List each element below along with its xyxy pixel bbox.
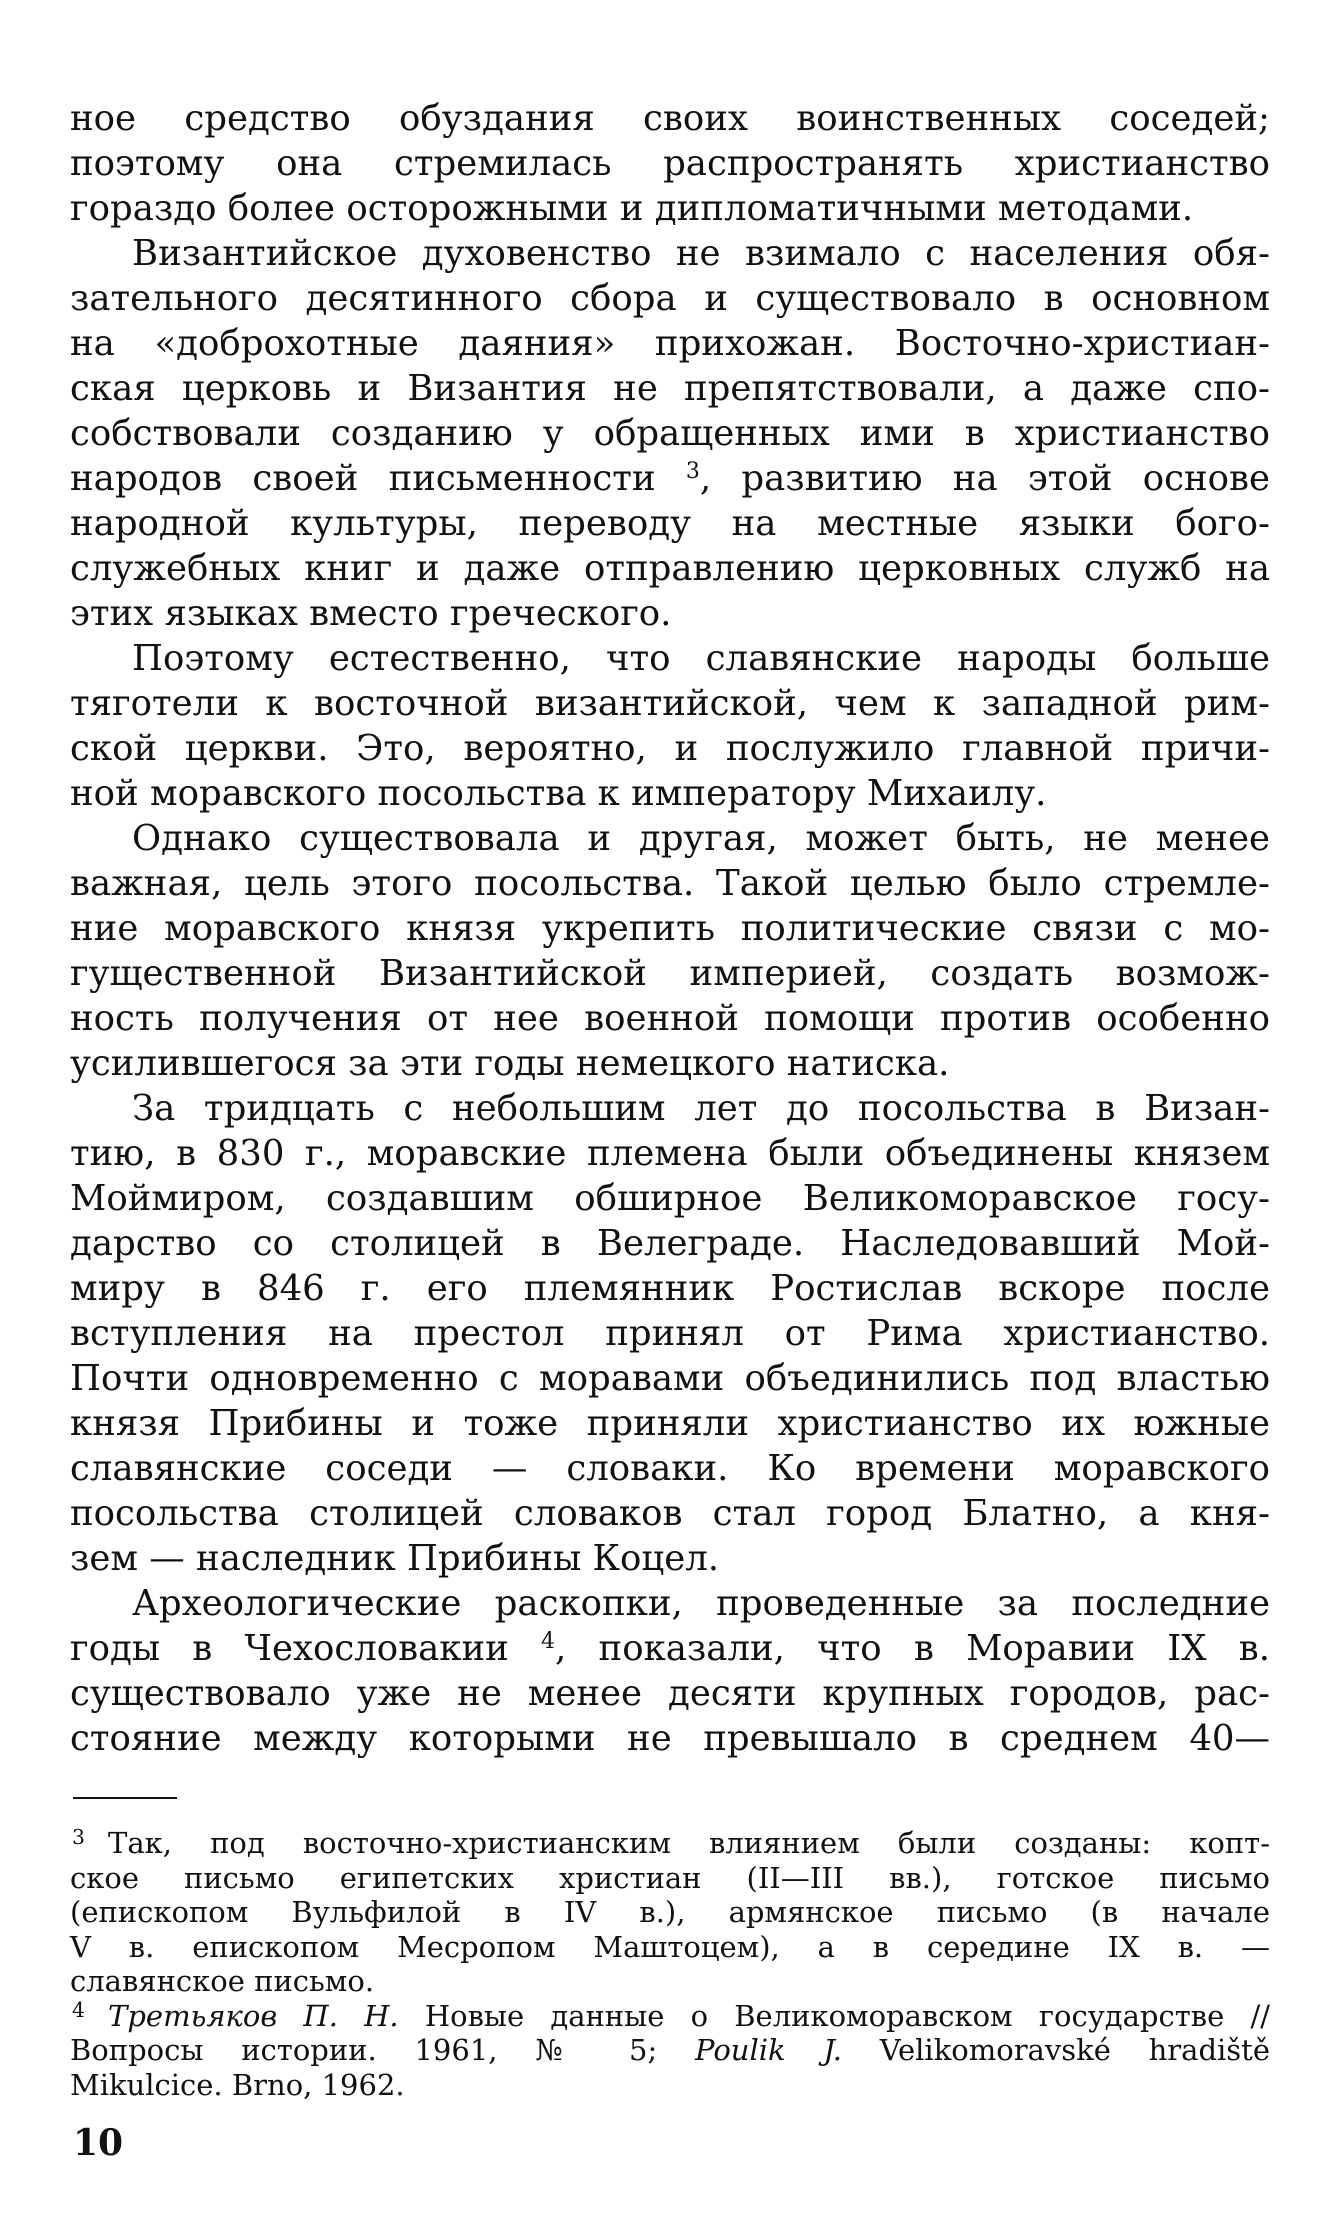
footnote-text: Вопросы истории. 1961, № 5; — [70, 2033, 695, 2067]
text-line: этих языках вместо греческого. — [70, 593, 672, 634]
footnote-line: Mikulcice. Brno, 1962. — [70, 2067, 405, 2102]
text-line: ность получения от нее военной помощи против особенно — [70, 998, 1270, 1039]
footnote-mark: 3 — [72, 1825, 85, 1849]
paragraph-6 — [70, 1581, 1270, 1761]
text-line-with-note — [70, 1626, 1270, 1671]
text-line: зем — наследник Прибины Коцел. — [70, 1538, 720, 1579]
text-segment: , показали, что в Моравии IX в. — [555, 1628, 1270, 1669]
text-line: ской церкви. Это, вероятно, и послужило главной причи- — [70, 728, 1270, 769]
text-line: народной культуры, переводу на местные языки бого- — [70, 503, 1270, 544]
text-segment: , развитию на этой основе — [699, 458, 1270, 499]
footnotes — [70, 1826, 1270, 2102]
text-segment: годы в Чехословакии — [70, 1628, 509, 1669]
paragraph-3 — [70, 636, 1270, 816]
text-line: гущественной Византийской империей, создать возмож- — [70, 953, 1270, 994]
text-line: усилившегося за эти годы немецкого натиска. — [70, 1043, 950, 1084]
text-line: посольства столицей словаков стал город Блатно, а кня- — [70, 1493, 1270, 1534]
footnote-4 — [70, 1999, 1270, 2103]
text-line: ное средство обуздания своих воинственных соседей; — [70, 98, 1270, 139]
text-line: существовало уже не менее десяти крупных городов, рас- — [70, 1673, 1270, 1714]
text-line: зательного десятинного сбора и существовало в основном — [70, 278, 1270, 319]
text-line: поэтому она стремилась распространять христианство — [70, 143, 1270, 184]
text-line: За тридцать с небольшим лет до посольства в Визан- — [132, 1088, 1270, 1129]
text-line: Византийское духовенство не взимало с населения обя- — [132, 233, 1270, 274]
text-line: ская церковь и Византия не препятствовали, а даже спо- — [70, 368, 1270, 409]
text-line: собствовали созданию у обращенных ими в христианство — [70, 413, 1270, 454]
footnote-reference-4[interactable]: 4 — [541, 1628, 556, 1654]
footnote-line: славянское письмо. — [70, 1964, 375, 1998]
text-line-with-note — [70, 456, 1270, 501]
text-line: славянские соседи — словаки. Ко времени моравского — [70, 1448, 1270, 1489]
text-line: Моймиром, создавшим обширное Великоморавское госу- — [70, 1178, 1270, 1219]
text-line: Археологические раскопки, проведенные за последние — [132, 1583, 1270, 1624]
text-line: Почти одновременно с моравами объединились под властью — [70, 1358, 1270, 1399]
text-line: гораздо более осторожными и дипломатичными методами. — [70, 188, 1194, 229]
footnote-author: Poulik J. — [695, 2033, 842, 2067]
footnote-line — [70, 2033, 1270, 2068]
text-line: тяготели к восточной византийской, чем к западной рим- — [70, 683, 1270, 724]
paragraph-4 — [70, 816, 1270, 1086]
paragraph-1 — [70, 96, 1270, 231]
text-line: ние моравского князя укрепить политические связи с мо- — [70, 908, 1270, 949]
footnote-text: Новые данные о Великоморавском государстве // — [398, 1998, 1270, 2033]
text-line: князя Прибины и тоже приняли христианство их южные — [70, 1403, 1270, 1444]
footnote-reference-3[interactable]: 3 — [685, 458, 700, 484]
footnote-line: Так, под восточно-христианским влиянием были созданы: копт- — [108, 1826, 1270, 1860]
text-line: тию, в 830 г., моравские племена были объединены князем — [70, 1133, 1270, 1174]
footnote-line: ское письмо египетских христиан (II—III вв.), готское письмо — [70, 1860, 1270, 1895]
text-line: стояние между которыми не превышало в среднем 40— — [70, 1718, 1270, 1759]
page-number: 10 — [73, 2122, 124, 2164]
text-line: вступления на престол принял от Рима христианство. — [70, 1313, 1270, 1354]
paragraph-2 — [70, 231, 1270, 636]
footnote-mark: 4 — [72, 1997, 85, 2022]
body-text — [70, 96, 1270, 1761]
footnote-line: V в. епископом Месропом Маштоцем), а в середине IX в. — — [70, 1929, 1270, 1964]
text-line: ной моравского посольства к императору Михаилу. — [70, 773, 1047, 814]
footnote-3 — [70, 1826, 1270, 1999]
footnote-divider — [73, 1797, 177, 1799]
text-line: важная, цель этого посольства. Такой целью было стремле- — [70, 863, 1270, 904]
footnote-line — [108, 1999, 1270, 2034]
text-segment: народов своей письменности — [70, 458, 656, 499]
footnote-line: (епископом Вульфилой в IV в.), армянское письмо (в начале — [70, 1895, 1270, 1929]
text-line: миру в 846 г. его племянник Ростислав вскоре после — [70, 1268, 1270, 1309]
paragraph-5 — [70, 1086, 1270, 1581]
text-line: служебных книг и даже отправлению церковных служб на — [70, 548, 1270, 589]
text-line: Поэтому естественно, что славянские народы больше — [132, 638, 1270, 679]
text-line: Однако существовала и другая, может быть, не менее — [132, 818, 1270, 859]
footnote-text: Velikomoravské hradiště — [841, 2033, 1270, 2067]
text-line: на «доброхотные даяния» прихожан. Восточно-христиан- — [70, 323, 1270, 364]
text-line: дарство со столицей в Велеграде. Наследовавший Мой- — [70, 1223, 1270, 1264]
footnote-author: Третьяков П. Н. — [108, 1998, 399, 2033]
